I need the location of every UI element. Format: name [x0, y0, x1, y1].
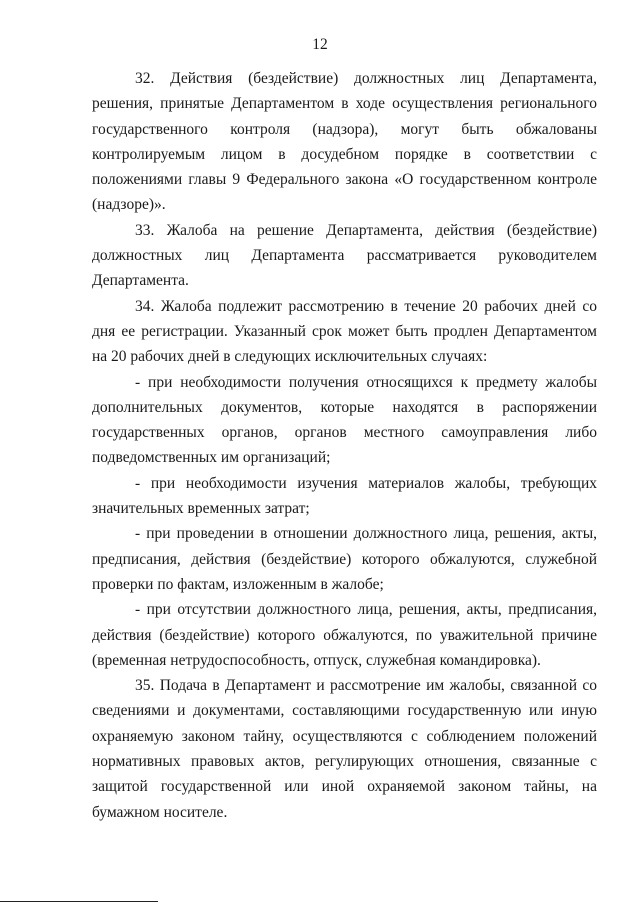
paragraph-34: 34. Жалоба подлежит рассмотрению в течение 20 рабочих дней со дня ее регистрации. Указанный срок может быть продлен Департаментом на 20 рабочих дней в следующих исключительных случаях:: [92, 297, 597, 366]
paragraph-33: 33. Жалоба на решение Департамента, действия (бездействие) должностных лиц Департамента рассматривается руководителем Департамента.: [92, 221, 597, 290]
document-body: [92, 66, 597, 825]
page-number: 12: [312, 36, 328, 53]
list-item-case-4: - при отсутствии должностного лица, решения, акты, предписания, действия (бездействие) которого обжалуются, по уважительной причине (временная нетрудоспособность, отпуск, служебная командировка).: [92, 601, 597, 669]
list-item-case-3: - при проведении в отношении должностного лица, решения, акты, предписания, действия (бездействие) которого обжалуются, служебной проверки по фактам, изложенным в жалобе;: [92, 525, 597, 593]
list-item-case-1: - при необходимости получения относящихся к предмету жалобы дополнительных документов, которые находятся в распоряжении государственных органов, органов местного самоуправления либо подведомственных им организаций;: [92, 373, 597, 467]
paragraph-32: 32. Действия (бездействие) должностных лиц Департамента, решения, принятые Департаментом в ходе осуществления регионального государственного контроля (надзора), могут быть обжалованы контролируемым лицом в досудебном порядке в соответствии с положениями главы 9 Федерального закона «О государственном контроле (надзоре)».: [92, 70, 597, 214]
list-item-case-2: - при необходимости изучения материалов жалобы, требующих значительных временных затрат;: [92, 474, 597, 518]
footer-divider: [0, 901, 158, 902]
paragraph-35: 35. Подача в Департамент и рассмотрение им жалобы, связанной со сведениями и документами, составляющими государственную или иную охраняемую законом тайну, осуществляются с соблюдением положений нормативных правовых актов, регулирующих отношения, связанные с защитой государственной или иной охраняемой законом тайны, на бумажном носителе.: [92, 677, 597, 821]
